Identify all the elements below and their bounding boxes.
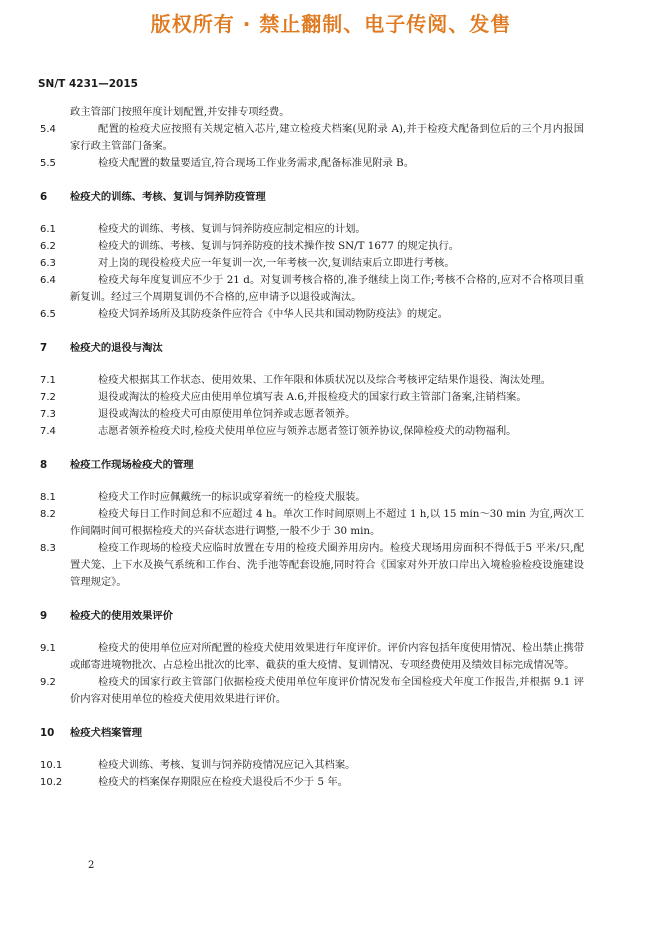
- clause-10-1: [40, 757, 584, 774]
- section-heading-9: [40, 608, 584, 625]
- clause-text: 检疫犬的使用单位应对所配置的检疫犬使用效果进行年度评价。评价内容包括年度使用情况、检出禁止携带或邮寄进境物批次、占总检出批次的比率、截获的重大疫情、复训情况、专项经费使用及绩效目标完成情况等。: [70, 642, 584, 671]
- section-number: 10: [40, 727, 55, 739]
- clause-number: 8.2: [40, 509, 56, 520]
- clause-10-2: [40, 774, 584, 791]
- clause-text: 退役或淘汰的检疫犬可由原使用单位饲养或志愿者领养。: [98, 408, 356, 420]
- section-9-items: [40, 640, 584, 708]
- clause-7-3: [40, 406, 584, 423]
- clause-5-4: [40, 121, 584, 155]
- clause-text: 检疫工作现场的检疫犬应临时放置在专用的检疫犬圈养用房内。检疫犬现场用房面积不得低于5 平米/只,配置犬笼、上下水及换气系统和工作台、洗手池等配套设施,同时符合《国家对外开放口岸出入境检验检疫设施建设管理规定》。: [70, 542, 584, 588]
- clause-9-2: [40, 674, 584, 708]
- clause-6-5: [40, 306, 584, 323]
- section-heading-10: [40, 725, 584, 742]
- section-heading-7: [40, 340, 584, 357]
- clause-6-1: [40, 221, 584, 238]
- clause-number: 7.2: [40, 392, 56, 403]
- section-title: 检疫工作现场检疫犬的管理: [70, 459, 194, 471]
- clause-text: 退役或淘汰的检疫犬应由使用单位填写表 A.6,并报检疫犬的国家行政主管部门备案,注销档案。: [98, 391, 527, 403]
- clause-6-2: [40, 238, 584, 255]
- clause-number: 6.5: [40, 309, 56, 320]
- clause-number: 6.2: [40, 241, 56, 252]
- clause-7-1: [40, 372, 584, 389]
- clause-text: 检疫犬训练、考核、复训与饲养防疫情况应记入其档案。: [98, 759, 356, 771]
- clause-number: 7.1: [40, 375, 56, 386]
- clause-number: 9.2: [40, 677, 56, 688]
- clause-6-3: [40, 255, 584, 272]
- clause-text: 志愿者领养检疫犬时,检疫犬使用单位应与领养志愿者签订领养协议,保障检疫犬的动物福利。: [98, 425, 517, 437]
- section-heading-8: [40, 457, 584, 474]
- copyright-banner: 版权所有 · 禁止翻制、电子传阅、发售: [150, 12, 512, 36]
- clause-number: 5.5: [40, 158, 56, 169]
- clause-number: 7.3: [40, 409, 56, 420]
- clause-number: 8.3: [40, 543, 56, 554]
- clause-8-1: [40, 489, 584, 506]
- clause-text: 检疫犬配置的数量要适宜,符合现场工作业务需求,配备标准见附录 B。: [98, 157, 414, 169]
- clause-number: 5.4: [40, 124, 56, 135]
- section-number: 8: [40, 459, 48, 471]
- clause-number: 6.4: [40, 275, 56, 286]
- clause-number: 9.1: [40, 643, 56, 654]
- page-number: 2: [88, 860, 95, 871]
- clause-8-3: [40, 540, 584, 591]
- clause-number: 8.1: [40, 492, 56, 503]
- lead-paragraph: 政主管部门按照年度计划配置,并安排专项经费。: [70, 106, 290, 118]
- clause-number: 10.1: [40, 760, 63, 771]
- clause-text: 检疫犬的国家行政主管部门依据检疫犬使用单位年度评价情况发布全国检疫犬年度工作报告,并根据 9.1 评价内容对使用单位的检疫犬使用效果进行评价。: [70, 676, 584, 705]
- clause-text: 检疫犬根据其工作状态、使用效果、工作年限和体质状况以及综合考核评定结果作退役、淘汰处理。: [98, 374, 552, 386]
- clause-text: 检疫犬的训练、考核、复训与饲养防疫的技术操作按 SN/T 1677 的规定执行。: [98, 240, 460, 252]
- clause-text: 检疫犬饲养场所及其防疫条件应符合《中华人民共和国动物防疫法》的规定。: [98, 308, 449, 320]
- clause-7-4: [40, 423, 584, 440]
- clause-text: 对上岗的现役检疫犬应一年复训一次,一年考核一次,复训结束后立即进行考核。: [98, 257, 455, 269]
- section-8-items: [40, 489, 584, 591]
- clause-5-5: [40, 155, 584, 172]
- section-title: 检疫犬的退役与淘汰: [70, 342, 163, 354]
- clause-text: 检疫犬每日工作时间总和不应超过 4 h。单次工作时间原则上不超过 1 h,以 15 min～30 min 为宜,两次工作间隔时间可根据检疫犬的兴奋状态进行调整,一般不少于 30 min。: [70, 508, 584, 537]
- clause-number: 7.4: [40, 426, 56, 437]
- section-6-items: [40, 221, 584, 323]
- clause-9-1: [40, 640, 584, 674]
- section-title: 检疫犬的训练、考核、复训与饲养防疫管理: [70, 191, 266, 203]
- section-title: 检疫犬的使用效果评价: [70, 610, 173, 622]
- section-number: 7: [40, 342, 48, 354]
- clause-text: 配置的检疫犬应按照有关规定植入芯片,建立检疫犬档案(见附录 A),并于检疫犬配备到位后的三个月内报国家行政主管部门备案。: [70, 123, 584, 152]
- clause-text: 检疫犬工作时应佩戴统一的标识或穿着统一的检疫犬服装。: [98, 491, 366, 503]
- clause-number: 6.1: [40, 224, 56, 235]
- section-10-items: [40, 757, 584, 791]
- clause-text: 检疫犬每年度复训应不少于 21 d。对复训考核合格的,准予继续上岗工作;考核不合格的,应对不合格项目重新复训。经过三个周期复训仍不合格的,应申请予以退役或淘汰。: [70, 274, 584, 303]
- clause-8-2: [40, 506, 584, 540]
- section-title: 检疫犬档案管理: [70, 727, 143, 739]
- section-7-items: [40, 372, 584, 440]
- section-heading-6: [40, 189, 584, 206]
- clause-text: 检疫犬的训练、考核、复训与饲养防疫应制定相应的计划。: [98, 223, 366, 235]
- document-body: [40, 104, 584, 791]
- section-5-items: [40, 121, 584, 172]
- section-number: 9: [40, 610, 48, 622]
- clause-number: 6.3: [40, 258, 56, 269]
- clause-7-2: [40, 389, 584, 406]
- clause-6-4: [40, 272, 584, 306]
- clause-text: 检疫犬的档案保存期限应在检疫犬退役后不少于 5 年。: [98, 776, 348, 788]
- clause-number: 10.2: [40, 777, 63, 788]
- section-number: 6: [40, 191, 48, 203]
- standard-code: SN/T 4231—2015: [38, 78, 138, 90]
